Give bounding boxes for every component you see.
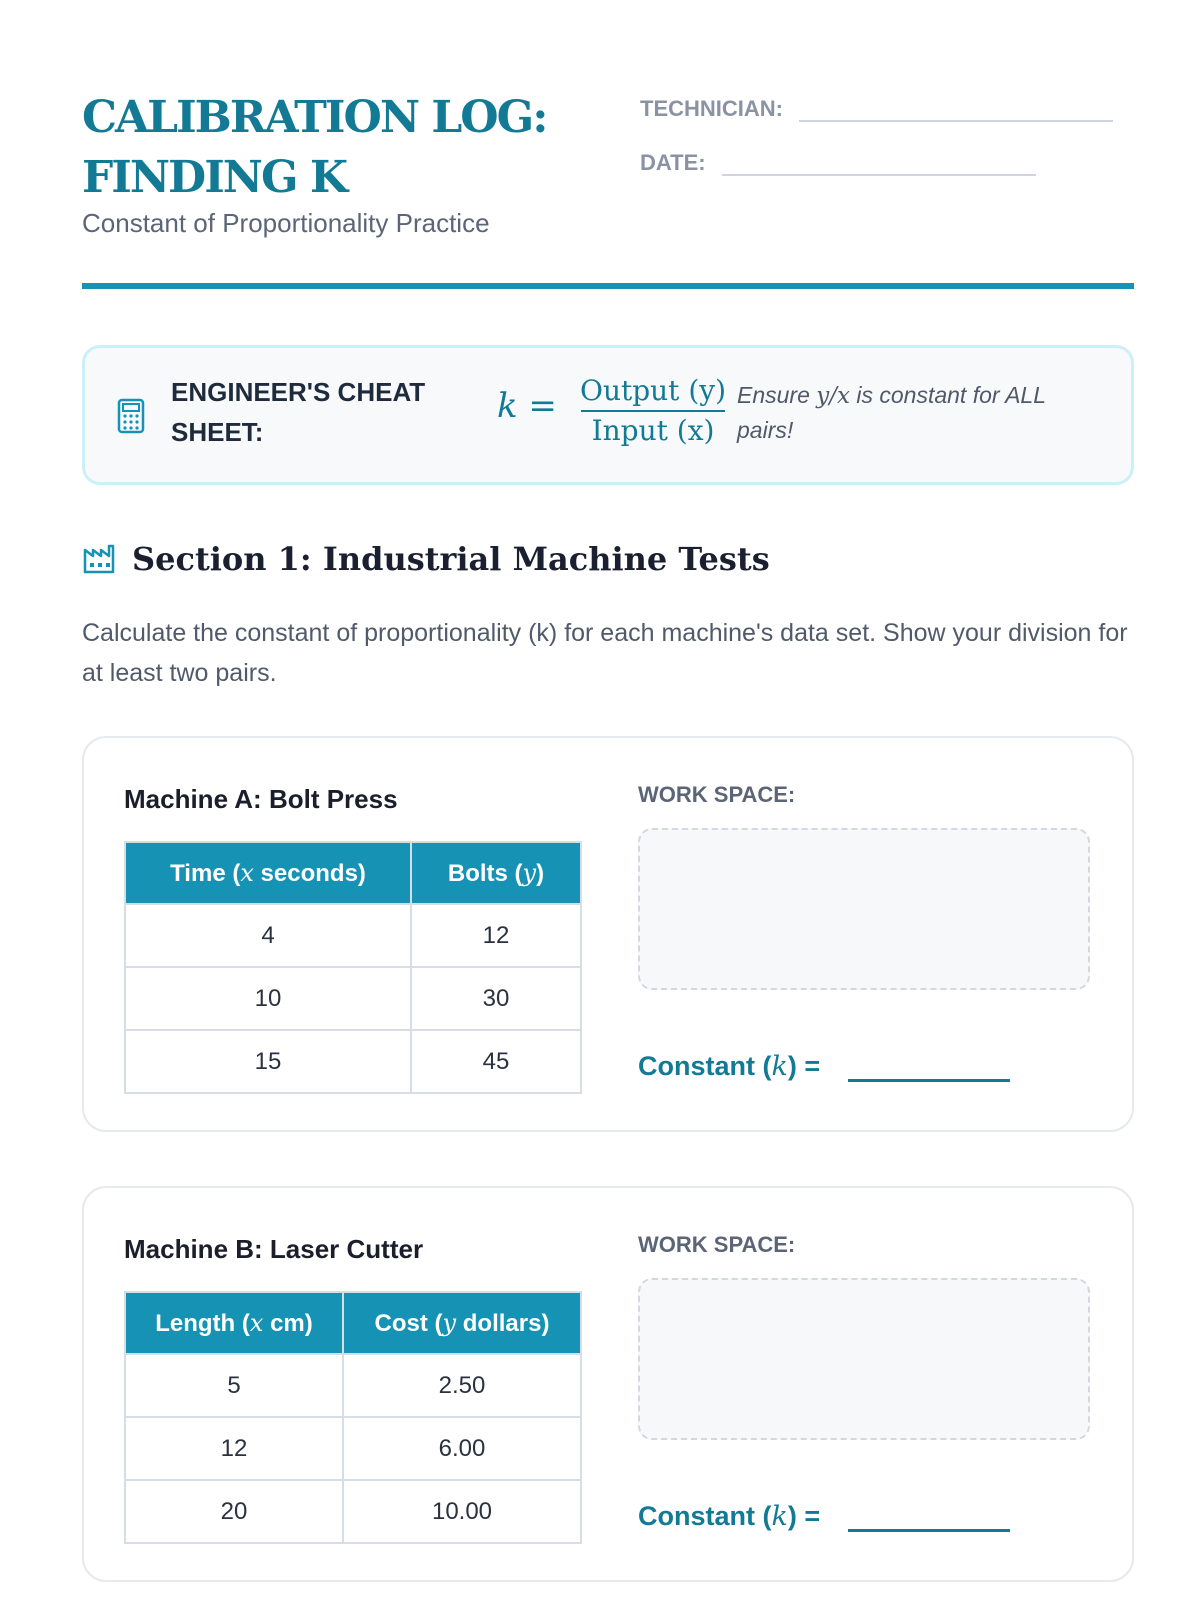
header-divider bbox=[82, 283, 1134, 289]
column-header-time: Time (x seconds) bbox=[125, 842, 411, 904]
date-row bbox=[640, 142, 1134, 176]
column-header-cost: Cost (y dollars) bbox=[343, 1292, 581, 1354]
table-cell: 12 bbox=[411, 904, 581, 967]
constant-answer-field[interactable] bbox=[848, 1500, 1010, 1532]
calculator-icon bbox=[117, 398, 145, 434]
technician-row bbox=[640, 88, 1134, 122]
table-header-row bbox=[125, 1292, 581, 1354]
table-cell: 6.00 bbox=[343, 1417, 581, 1480]
cheat-sheet-label: ENGINEER'S CHEAT SHEET: bbox=[171, 377, 426, 447]
table-header-row bbox=[125, 842, 581, 904]
table-cell: 15 bbox=[125, 1030, 411, 1093]
table-cell: 4 bbox=[125, 904, 411, 967]
table-cell: 10 bbox=[125, 967, 411, 1030]
constant-label: Constant (k) = bbox=[638, 1501, 821, 1532]
constant-label: Constant (k) = bbox=[638, 1051, 821, 1082]
table-row bbox=[125, 1480, 581, 1543]
meta-fields bbox=[640, 88, 1134, 196]
section-1-heading bbox=[82, 540, 770, 578]
constant-answer-row bbox=[638, 1050, 1010, 1082]
workspace-box[interactable] bbox=[638, 828, 1090, 990]
constant-answer-field[interactable] bbox=[848, 1050, 1010, 1082]
worksheet-header bbox=[82, 88, 1134, 288]
workspace-box[interactable] bbox=[638, 1278, 1090, 1440]
cheat-sheet-box bbox=[82, 345, 1134, 485]
workspace-label: WORK SPACE: bbox=[638, 1232, 796, 1257]
formula-numerator: Output (y) bbox=[579, 374, 726, 407]
machine-b-title: Machine B: Laser Cutter bbox=[124, 1234, 424, 1264]
page-subtitle: Constant of Proportionality Practice bbox=[82, 208, 490, 238]
factory-icon bbox=[82, 542, 116, 576]
machine-a-card bbox=[82, 736, 1134, 1132]
table-cell: 2.50 bbox=[343, 1354, 581, 1417]
table-cell: 30 bbox=[411, 967, 581, 1030]
table-row bbox=[125, 904, 581, 967]
column-header-length: Length (x cm) bbox=[125, 1292, 343, 1354]
technician-field[interactable] bbox=[799, 90, 1113, 122]
table-cell: 45 bbox=[411, 1030, 581, 1093]
machine-b-card bbox=[82, 1186, 1134, 1582]
constant-answer-row bbox=[638, 1500, 1010, 1532]
section-1-title: Section 1: Industrial Machine Tests bbox=[132, 540, 770, 578]
table-cell: 5 bbox=[125, 1354, 343, 1417]
date-field[interactable] bbox=[722, 144, 1036, 176]
table-row bbox=[125, 1417, 581, 1480]
technician-label: TECHNICIAN: bbox=[640, 96, 783, 121]
formula-denominator: Input (x) bbox=[591, 414, 715, 447]
formula-fraction bbox=[579, 372, 727, 450]
cheat-sheet-note: Ensure y/x is constant for ALL pairs! bbox=[737, 382, 1046, 443]
machine-b-table bbox=[124, 1291, 582, 1544]
column-header-bolts: Bolts (y) bbox=[411, 842, 581, 904]
date-label: DATE: bbox=[640, 150, 706, 175]
table-row bbox=[125, 1354, 581, 1417]
page-title: CALIBRATION LOG: FINDING K bbox=[82, 92, 547, 203]
table-cell: 12 bbox=[125, 1417, 343, 1480]
table-row bbox=[125, 1030, 581, 1093]
table-row bbox=[125, 967, 581, 1030]
machine-a-table bbox=[124, 841, 582, 1094]
table-cell: 20 bbox=[125, 1480, 343, 1543]
section-1-description: Calculate the constant of proportionality (k) for each machine's data set. Show your division for at least two pairs. bbox=[82, 619, 1128, 687]
formula-lhs: k = bbox=[497, 386, 557, 426]
workspace-label: WORK SPACE: bbox=[638, 782, 796, 807]
table-cell: 10.00 bbox=[343, 1480, 581, 1543]
machine-a-title: Machine A: Bolt Press bbox=[124, 784, 398, 814]
